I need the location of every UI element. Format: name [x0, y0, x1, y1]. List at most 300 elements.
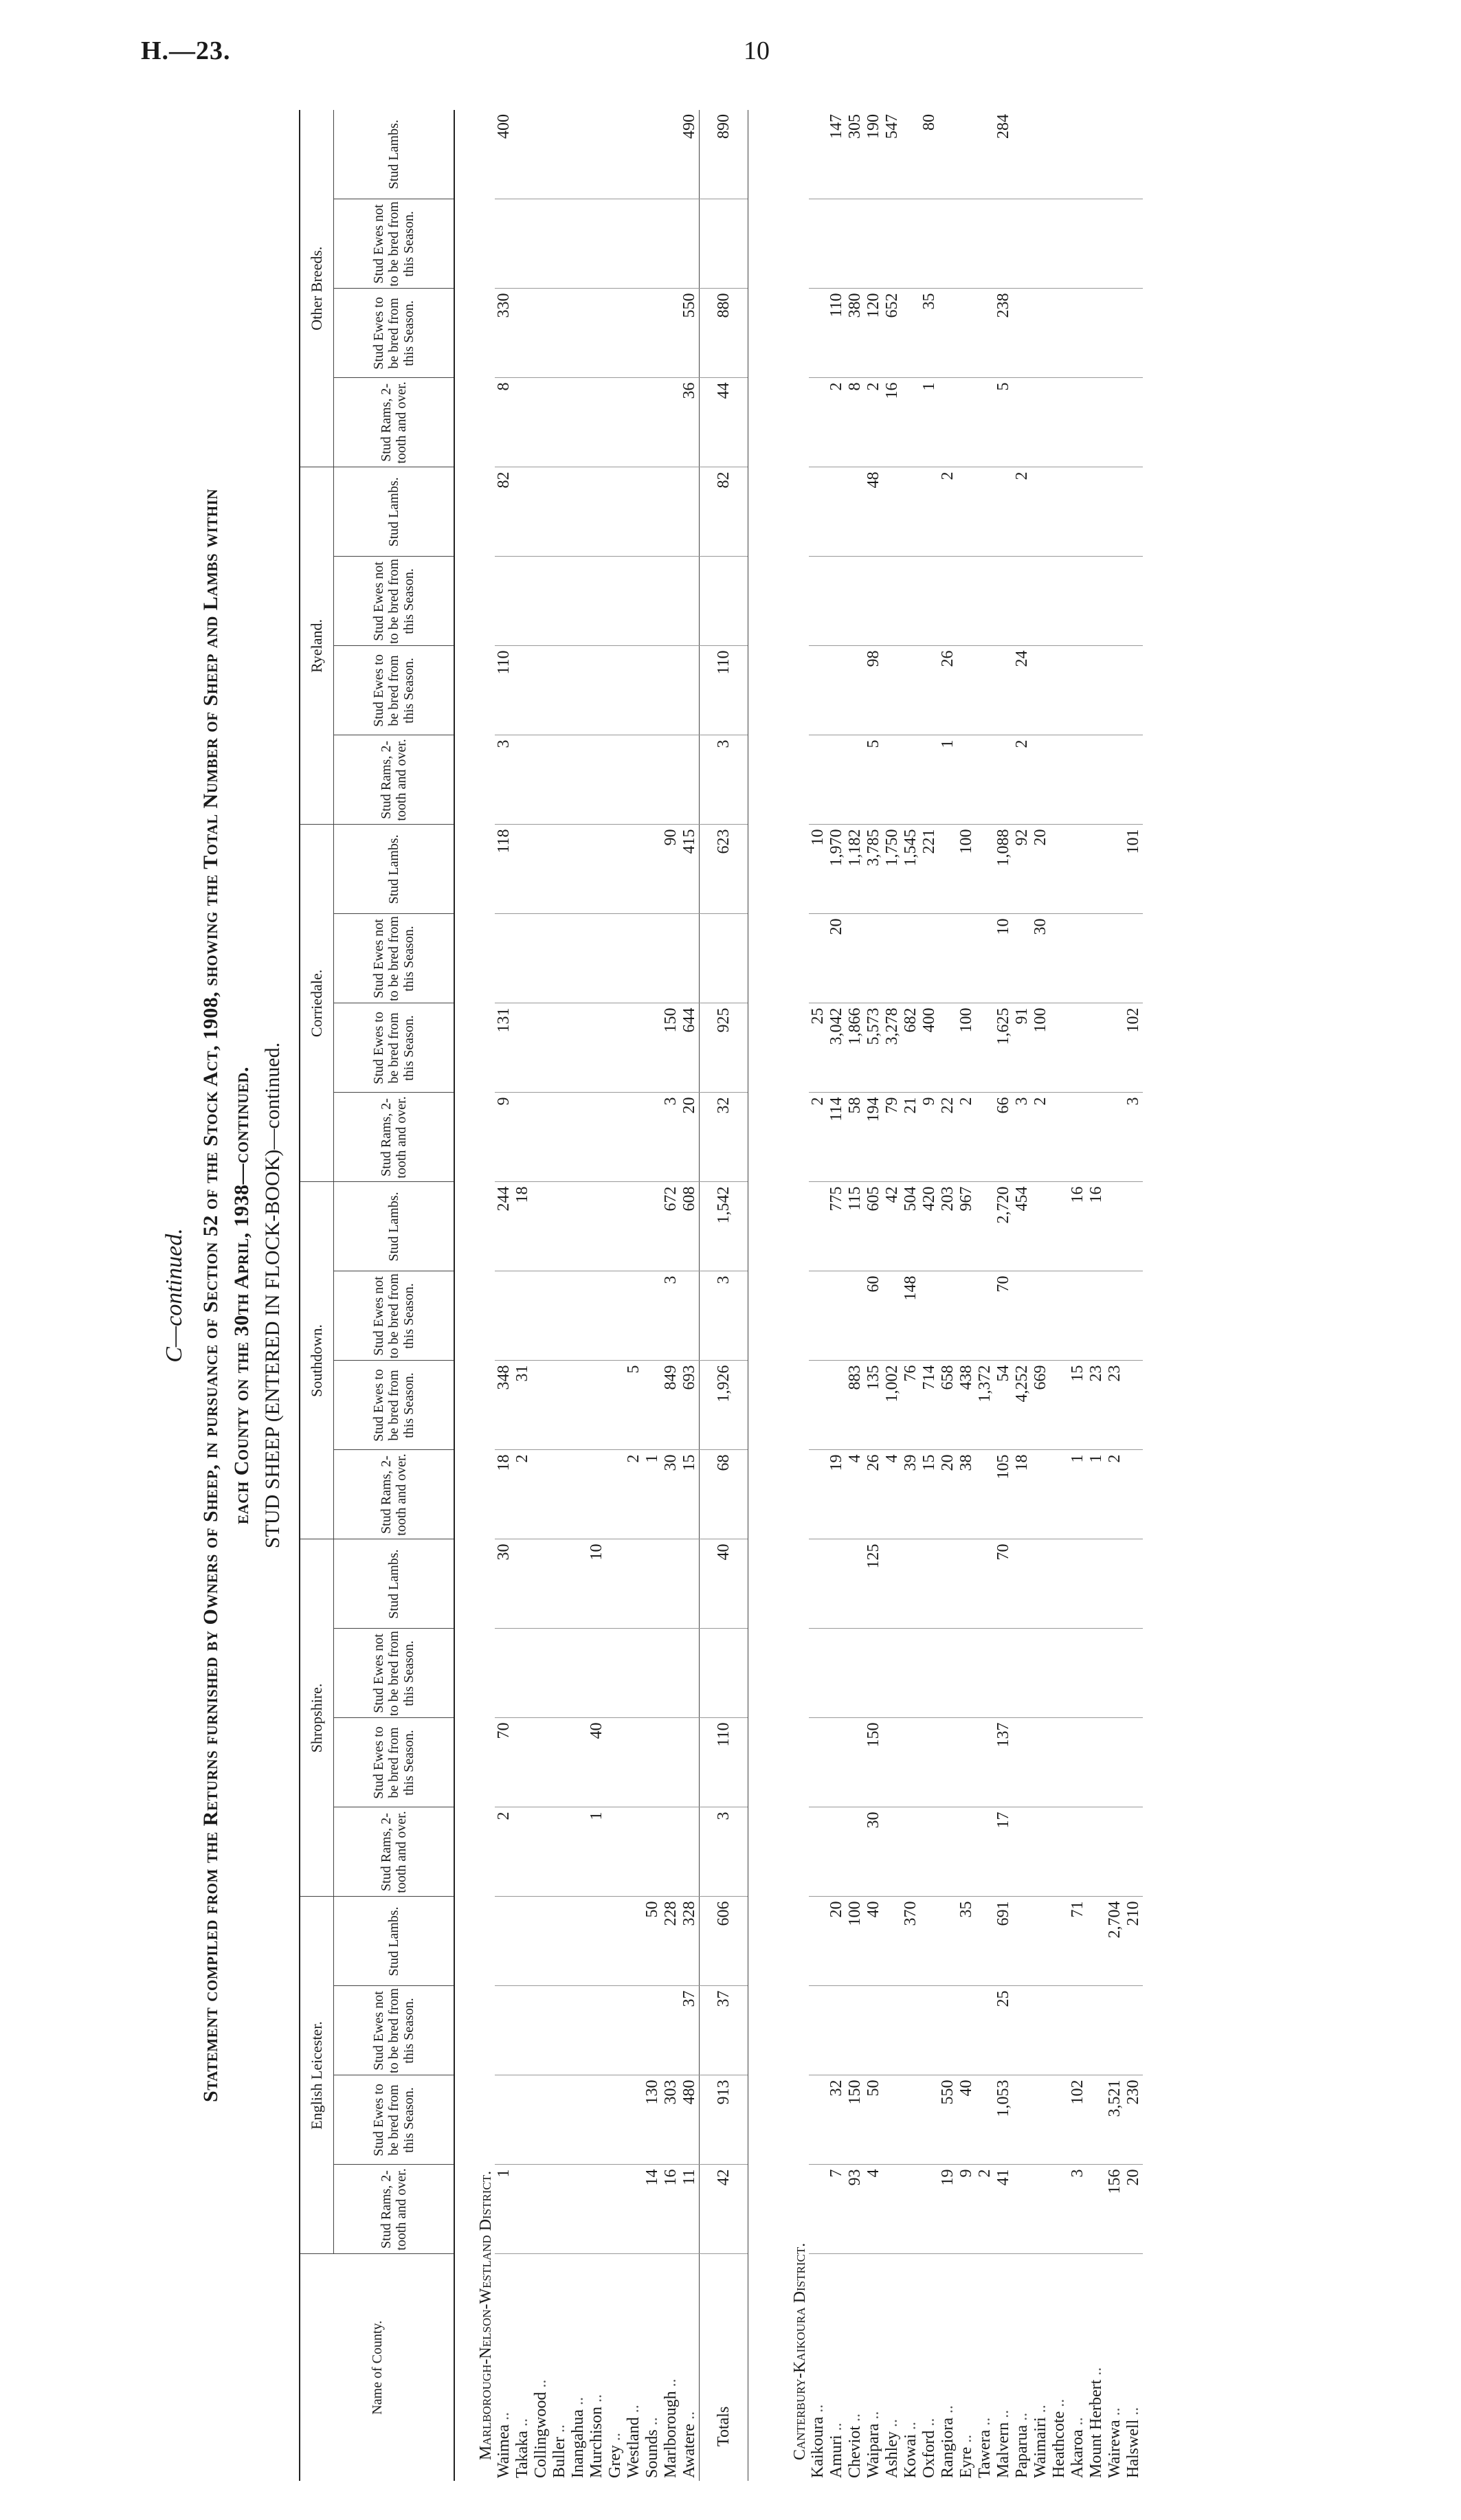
table-row [569, 110, 588, 2481]
stud-count-cell: 20 [1031, 825, 1050, 914]
stud-count-cell [1106, 735, 1124, 825]
stud-count-cell [1050, 378, 1069, 467]
county-name: Sounds .. [643, 2417, 661, 2478]
total-cell: 623 [700, 825, 748, 914]
stud-count-cell: 415 [680, 825, 700, 914]
stud-count-cell [902, 2075, 920, 2165]
stud-count-cell [920, 1807, 939, 1897]
stud-count-cell: 100 [846, 1897, 865, 1986]
stud-count-cell [1069, 1629, 1087, 1718]
stud-count-cell [902, 378, 920, 467]
stud-count-cell: 2,720 [994, 1182, 1013, 1271]
total-cell: 40 [700, 1539, 748, 1629]
stud-count-cell [976, 110, 994, 199]
stud-count-cell: 30 [1031, 914, 1050, 1003]
stud-count-cell: 775 [827, 1182, 846, 1271]
stud-count-cell [1069, 1807, 1087, 1897]
stud-count-cell [625, 2165, 643, 2254]
stud-count-cell [569, 467, 588, 557]
stud-count-cell: 2 [625, 1450, 643, 1539]
stud-count-cell [513, 1718, 532, 1807]
stud-count-cell [662, 467, 680, 557]
table-header [300, 110, 454, 2481]
stud-count-cell: 21 [902, 1093, 920, 1182]
stud-count-cell [1124, 1718, 1143, 1807]
total-cell: 110 [700, 1718, 748, 1807]
stud-count-cell: 8 [495, 378, 513, 467]
stud-count-cell [1050, 646, 1069, 735]
stud-count-cell [588, 1361, 606, 1450]
stud-count-cell: 20 [827, 1897, 846, 1986]
stud-count-cell [625, 1897, 643, 1986]
stud-count-cell [495, 1986, 513, 2075]
stud-count-cell [809, 1807, 827, 1897]
stud-count-cell [1013, 199, 1031, 289]
county-name: Westland .. [625, 2405, 643, 2478]
stud-count-cell [846, 557, 865, 646]
stud-count-cell: 2 [495, 1807, 513, 1897]
stud-count-cell [1106, 1271, 1124, 1361]
stud-count-cell: 9 [920, 1093, 939, 1182]
stud-count-cell [957, 735, 976, 825]
stud-count-cell [1050, 1003, 1069, 1093]
stud-count-cell [550, 1897, 569, 1986]
stud-count-cell [920, 914, 939, 1003]
stud-count-cell [662, 1807, 680, 1897]
stud-count-cell: 5 [994, 378, 1013, 467]
stud-count-cell [588, 914, 606, 1003]
stud-count-cell [865, 914, 883, 1003]
stud-count-cell [532, 2075, 550, 2165]
table-row [1050, 110, 1069, 2481]
stud-count-cell [920, 735, 939, 825]
stud-count-cell [550, 1450, 569, 1539]
stud-count-cell [1087, 289, 1106, 378]
stud-count-cell [920, 1986, 939, 2075]
stud-count-cell: 30 [662, 1450, 680, 1539]
stud-count-cell [569, 1986, 588, 2075]
stud-count-cell [1087, 825, 1106, 914]
stud-count-cell [1050, 1182, 1069, 1271]
total-cell: 3 [700, 735, 748, 825]
stud-count-cell: 1 [1087, 1450, 1106, 1539]
stud-count-cell: 221 [920, 825, 939, 914]
stud-count-cell [920, 1897, 939, 1986]
stud-count-cell [1087, 557, 1106, 646]
county-name: Paparua .. [1013, 2412, 1031, 2478]
stud-count-cell [513, 2165, 532, 2254]
stud-count-cell: 110 [495, 646, 513, 735]
stud-count-cell [1031, 1986, 1050, 2075]
stud-count-cell [1050, 914, 1069, 1003]
stud-count-cell [1013, 1807, 1031, 1897]
stud-count-cell [957, 1271, 976, 1361]
stud-count-cell [920, 2165, 939, 2254]
stud-count-cell [1124, 467, 1143, 557]
stud-count-cell [883, 1718, 902, 1807]
stud-count-cell [625, 825, 643, 914]
stud-count-cell [625, 1182, 643, 1271]
stud-count-cell [680, 1718, 700, 1807]
subcolumn-header: Stud Rams, 2-tooth and over. [334, 1450, 455, 1539]
stud-count-cell [513, 1271, 532, 1361]
stud-count-cell [1069, 1986, 1087, 2075]
stud-count-cell [846, 646, 865, 735]
stud-count-cell [809, 1539, 827, 1629]
stud-count-cell [1050, 1450, 1069, 1539]
stud-count-cell [495, 1271, 513, 1361]
stud-count-cell [1069, 1093, 1087, 1182]
stud-count-cell [994, 646, 1013, 735]
stud-count-cell [1087, 2165, 1106, 2254]
stud-count-cell: 3 [1069, 2165, 1087, 2254]
total-cell: 925 [700, 1003, 748, 1093]
stud-count-cell: 2 [1106, 1450, 1124, 1539]
stud-count-cell [588, 1986, 606, 2075]
stud-count-cell: 4 [846, 1450, 865, 1539]
stud-count-cell [606, 199, 625, 289]
stud-count-cell [513, 1539, 532, 1629]
stud-count-cell [809, 1182, 827, 1271]
stud-count-cell: 60 [865, 1271, 883, 1361]
table-row [1013, 110, 1031, 2481]
stud-count-cell [588, 1897, 606, 1986]
county-name: Tawera .. [976, 2417, 994, 2478]
county-name: Waimea .. [495, 2411, 513, 2478]
stud-count-cell [606, 1093, 625, 1182]
stud-count-cell: 80 [920, 110, 939, 199]
stud-count-cell [902, 1986, 920, 2075]
stud-count-cell: 3 [1013, 1093, 1031, 1182]
stud-count-cell [1124, 735, 1143, 825]
stud-count-cell: 2 [939, 467, 957, 557]
stud-count-cell [957, 1539, 976, 1629]
county-name: Collingwood .. [532, 2379, 550, 2478]
stud-count-cell [1069, 646, 1087, 735]
stud-count-cell: 2 [1031, 1093, 1050, 1182]
stud-count-cell [569, 1629, 588, 1718]
table-row [902, 110, 920, 2481]
stud-count-cell [827, 1539, 846, 1629]
stud-count-cell [1013, 914, 1031, 1003]
stud-count-cell [643, 1539, 662, 1629]
stud-count-cell [606, 1629, 625, 1718]
stud-count-cell [1106, 378, 1124, 467]
table-row [495, 110, 513, 2481]
stud-count-cell: 131 [495, 1003, 513, 1093]
stud-count-cell [643, 557, 662, 646]
stud-count-cell [1124, 1986, 1143, 2075]
table-row [939, 110, 957, 2481]
stud-count-cell [680, 1539, 700, 1629]
total-cell: 3 [700, 1807, 748, 1897]
stud-count-cell: 1,625 [994, 1003, 1013, 1093]
stud-count-cell [939, 1271, 957, 1361]
county-name: Oxford .. [920, 2418, 938, 2478]
stud-count-cell [606, 1807, 625, 1897]
stud-count-cell [569, 1271, 588, 1361]
stud-count-cell [532, 1093, 550, 1182]
stud-count-cell [569, 557, 588, 646]
stud-count-cell [569, 2075, 588, 2165]
table-row [1031, 110, 1050, 2481]
stud-count-cell: 3 [495, 735, 513, 825]
stud-count-cell: 682 [902, 1003, 920, 1093]
stud-count-cell [920, 1271, 939, 1361]
stud-count-cell [569, 289, 588, 378]
stud-count-cell [1013, 1986, 1031, 2075]
stud-count-cell [1050, 1093, 1069, 1182]
stud-count-cell [902, 646, 920, 735]
stud-count-cell [513, 1807, 532, 1897]
stud-count-cell [902, 1539, 920, 1629]
total-cell: 32 [700, 1093, 748, 1182]
county-name: Halswell .. [1124, 2407, 1142, 2478]
stud-count-cell: 11 [680, 2165, 700, 2254]
stud-count-cell [1069, 378, 1087, 467]
stud-count-cell [532, 1897, 550, 1986]
stud-count-cell [957, 557, 976, 646]
stud-count-cell: 605 [865, 1182, 883, 1271]
stud-count-cell: 480 [680, 2075, 700, 2165]
stud-count-cell: 652 [883, 289, 902, 378]
stud-sheep-table-wrapper [299, 110, 1143, 2481]
stud-count-cell [625, 557, 643, 646]
stud-count-cell: 130 [643, 2075, 662, 2165]
stud-count-cell [1031, 1718, 1050, 1807]
stud-count-cell [827, 1361, 846, 1450]
stud-count-cell [1069, 557, 1087, 646]
stud-count-cell [994, 735, 1013, 825]
statement-title: Statement compiled from the Returns furnished by Owners of Sheep, in pursuance of Section 52 of the Stock Act, 1908, showing the Total Number of Sheep and Lambs within [199, 489, 222, 2102]
stud-count-cell: 135 [865, 1361, 883, 1450]
stud-count-cell [588, 378, 606, 467]
stud-count-cell [662, 110, 680, 199]
stud-count-cell [625, 735, 643, 825]
stud-count-cell [1069, 1718, 1087, 1807]
stud-count-cell [662, 557, 680, 646]
stud-count-cell: 2,704 [1106, 1897, 1124, 1986]
stud-count-cell [550, 825, 569, 914]
subcolumn-header: Stud Ewes to be bred from this Season. [334, 2075, 455, 2165]
stud-count-cell [939, 199, 957, 289]
stud-count-cell [550, 110, 569, 199]
stud-count-cell [643, 467, 662, 557]
stud-count-cell: 238 [994, 289, 1013, 378]
stud-count-cell [827, 1271, 846, 1361]
stud-count-cell [976, 1897, 994, 1986]
stud-count-cell: 303 [662, 2075, 680, 2165]
table-row [846, 110, 865, 2481]
stud-count-cell: 1,545 [902, 825, 920, 914]
stud-count-cell: 30 [865, 1807, 883, 1897]
stud-count-cell [883, 1539, 902, 1629]
stud-count-cell [625, 1986, 643, 2075]
stud-count-cell [1031, 2075, 1050, 2165]
stud-count-cell: 380 [846, 289, 865, 378]
stud-count-cell [809, 557, 827, 646]
stud-count-cell [883, 1897, 902, 1986]
stud-count-cell: 2 [1013, 467, 1031, 557]
stud-count-cell: 148 [902, 1271, 920, 1361]
stud-count-cell [994, 557, 1013, 646]
stud-count-cell [680, 1271, 700, 1361]
stud-count-cell [625, 646, 643, 735]
stud-count-cell [625, 914, 643, 1003]
stud-count-cell [625, 1093, 643, 1182]
stud-count-cell [920, 1718, 939, 1807]
stud-count-cell [1087, 1629, 1106, 1718]
stud-count-cell: 370 [902, 1897, 920, 1986]
stud-count-cell: 38 [957, 1450, 976, 1539]
stud-count-cell [588, 557, 606, 646]
stud-count-cell [532, 378, 550, 467]
stud-count-cell [1031, 2165, 1050, 2254]
subcolumn-header: Stud Rams, 2-tooth and over. [334, 735, 455, 825]
stud-count-cell [680, 467, 700, 557]
stud-count-cell [550, 1986, 569, 2075]
stud-count-cell [550, 557, 569, 646]
stud-count-cell [495, 557, 513, 646]
stud-count-cell: 1 [939, 735, 957, 825]
stud-count-cell [550, 2075, 569, 2165]
stud-count-cell [532, 199, 550, 289]
stud-count-cell [1013, 2165, 1031, 2254]
stud-count-cell [1050, 557, 1069, 646]
stud-count-cell: 137 [994, 1718, 1013, 1807]
stud-count-cell [513, 557, 532, 646]
stud-count-cell [1031, 1807, 1050, 1897]
stud-count-cell: 1,372 [976, 1361, 994, 1450]
stud-count-cell [809, 1897, 827, 1986]
stud-count-cell [513, 289, 532, 378]
stud-count-cell [957, 914, 976, 1003]
stud-count-cell [883, 1271, 902, 1361]
stud-count-cell [588, 735, 606, 825]
county-name: Awatere .. [680, 2411, 698, 2478]
stud-count-cell [662, 735, 680, 825]
stud-count-cell [532, 1986, 550, 2075]
stud-count-cell: 76 [902, 1361, 920, 1450]
stud-count-cell [588, 467, 606, 557]
total-cell [700, 199, 748, 289]
stud-count-cell: 1,053 [994, 2075, 1013, 2165]
stud-count-cell: 40 [865, 1897, 883, 1986]
county-name: Kaikoura .. [809, 2404, 827, 2478]
stud-count-cell [976, 289, 994, 378]
stud-count-cell [625, 199, 643, 289]
county-name: Heathcote .. [1050, 2398, 1068, 2478]
stud-count-cell [1087, 110, 1106, 199]
stud-count-cell [569, 1093, 588, 1182]
stud-count-cell [976, 1718, 994, 1807]
stud-count-cell: 7 [827, 2165, 846, 2254]
stud-count-cell: 90 [662, 825, 680, 914]
stud-count-cell [883, 914, 902, 1003]
stud-count-cell: 693 [680, 1361, 700, 1450]
stud-count-cell: 115 [846, 1182, 865, 1271]
stud-count-cell [1013, 378, 1031, 467]
stud-count-cell [550, 1629, 569, 1718]
stud-count-cell [1106, 1539, 1124, 1629]
total-cell: 890 [700, 110, 748, 199]
stud-count-cell: 120 [865, 289, 883, 378]
stud-count-cell: 100 [1031, 1003, 1050, 1093]
stud-count-cell [902, 557, 920, 646]
stud-count-cell: 102 [1124, 1003, 1143, 1093]
breed-header: Ryeland. [300, 467, 334, 825]
table-row [957, 110, 976, 2481]
stud-count-cell: 2 [976, 2165, 994, 2254]
stud-count-cell [662, 646, 680, 735]
stud-count-cell: 31 [513, 1361, 532, 1450]
table-row [865, 110, 883, 2481]
stud-count-cell [1106, 1629, 1124, 1718]
stud-count-cell [994, 467, 1013, 557]
stud-count-cell [569, 735, 588, 825]
county-name: Amuri .. [827, 2422, 845, 2478]
stud-count-cell [569, 378, 588, 467]
stud-count-cell [827, 199, 846, 289]
stud-count-cell [606, 1718, 625, 1807]
stud-count-cell: 1,002 [883, 1361, 902, 1450]
stud-count-cell: 26 [939, 646, 957, 735]
stud-count-cell [1087, 646, 1106, 735]
county-name: Malvern .. [994, 2409, 1012, 2478]
subcolumn-header: Stud Lambs. [334, 1539, 455, 1629]
stud-count-cell [920, 199, 939, 289]
stud-count-cell: 30 [495, 1539, 513, 1629]
stud-count-cell [902, 1807, 920, 1897]
table-row [625, 110, 643, 2481]
stud-count-cell [1013, 2075, 1031, 2165]
subcolumn-header: Stud Rams, 2-tooth and over. [334, 1807, 455, 1897]
stud-count-cell [643, 289, 662, 378]
table-row [532, 110, 550, 2481]
stud-count-cell [532, 289, 550, 378]
stud-count-cell [569, 1718, 588, 1807]
stud-count-cell [569, 1450, 588, 1539]
total-cell: 42 [700, 2165, 748, 2254]
stud-count-cell: 25 [809, 1003, 827, 1093]
county-name: Rangiora .. [939, 2405, 957, 2478]
stud-count-cell [1013, 1629, 1031, 1718]
stud-count-cell [1087, 1003, 1106, 1093]
county-name: Waipara .. [865, 2411, 882, 2478]
page-reference: H.—23. [141, 36, 231, 65]
stud-count-cell [1124, 646, 1143, 735]
stud-count-cell [588, 1093, 606, 1182]
stud-count-cell: 39 [902, 1450, 920, 1539]
stud-count-cell [569, 1003, 588, 1093]
stud-count-cell [809, 1361, 827, 1450]
stud-count-cell [1124, 1807, 1143, 1897]
stud-count-cell: 10 [994, 914, 1013, 1003]
stud-count-cell [1050, 1271, 1069, 1361]
stud-count-cell: 658 [939, 1361, 957, 1450]
stud-count-cell: 18 [513, 1182, 532, 1271]
stud-count-cell: 228 [662, 1897, 680, 1986]
stud-count-cell [1031, 289, 1050, 378]
stud-count-cell: 16 [883, 378, 902, 467]
total-cell [700, 1629, 748, 1718]
stud-count-cell [643, 1807, 662, 1897]
stud-count-cell [809, 110, 827, 199]
subcolumn-header: Stud Ewes to be bred from this Season. [334, 289, 455, 378]
stud-count-cell [662, 1718, 680, 1807]
stud-count-cell [994, 199, 1013, 289]
stud-count-cell [569, 1897, 588, 1986]
